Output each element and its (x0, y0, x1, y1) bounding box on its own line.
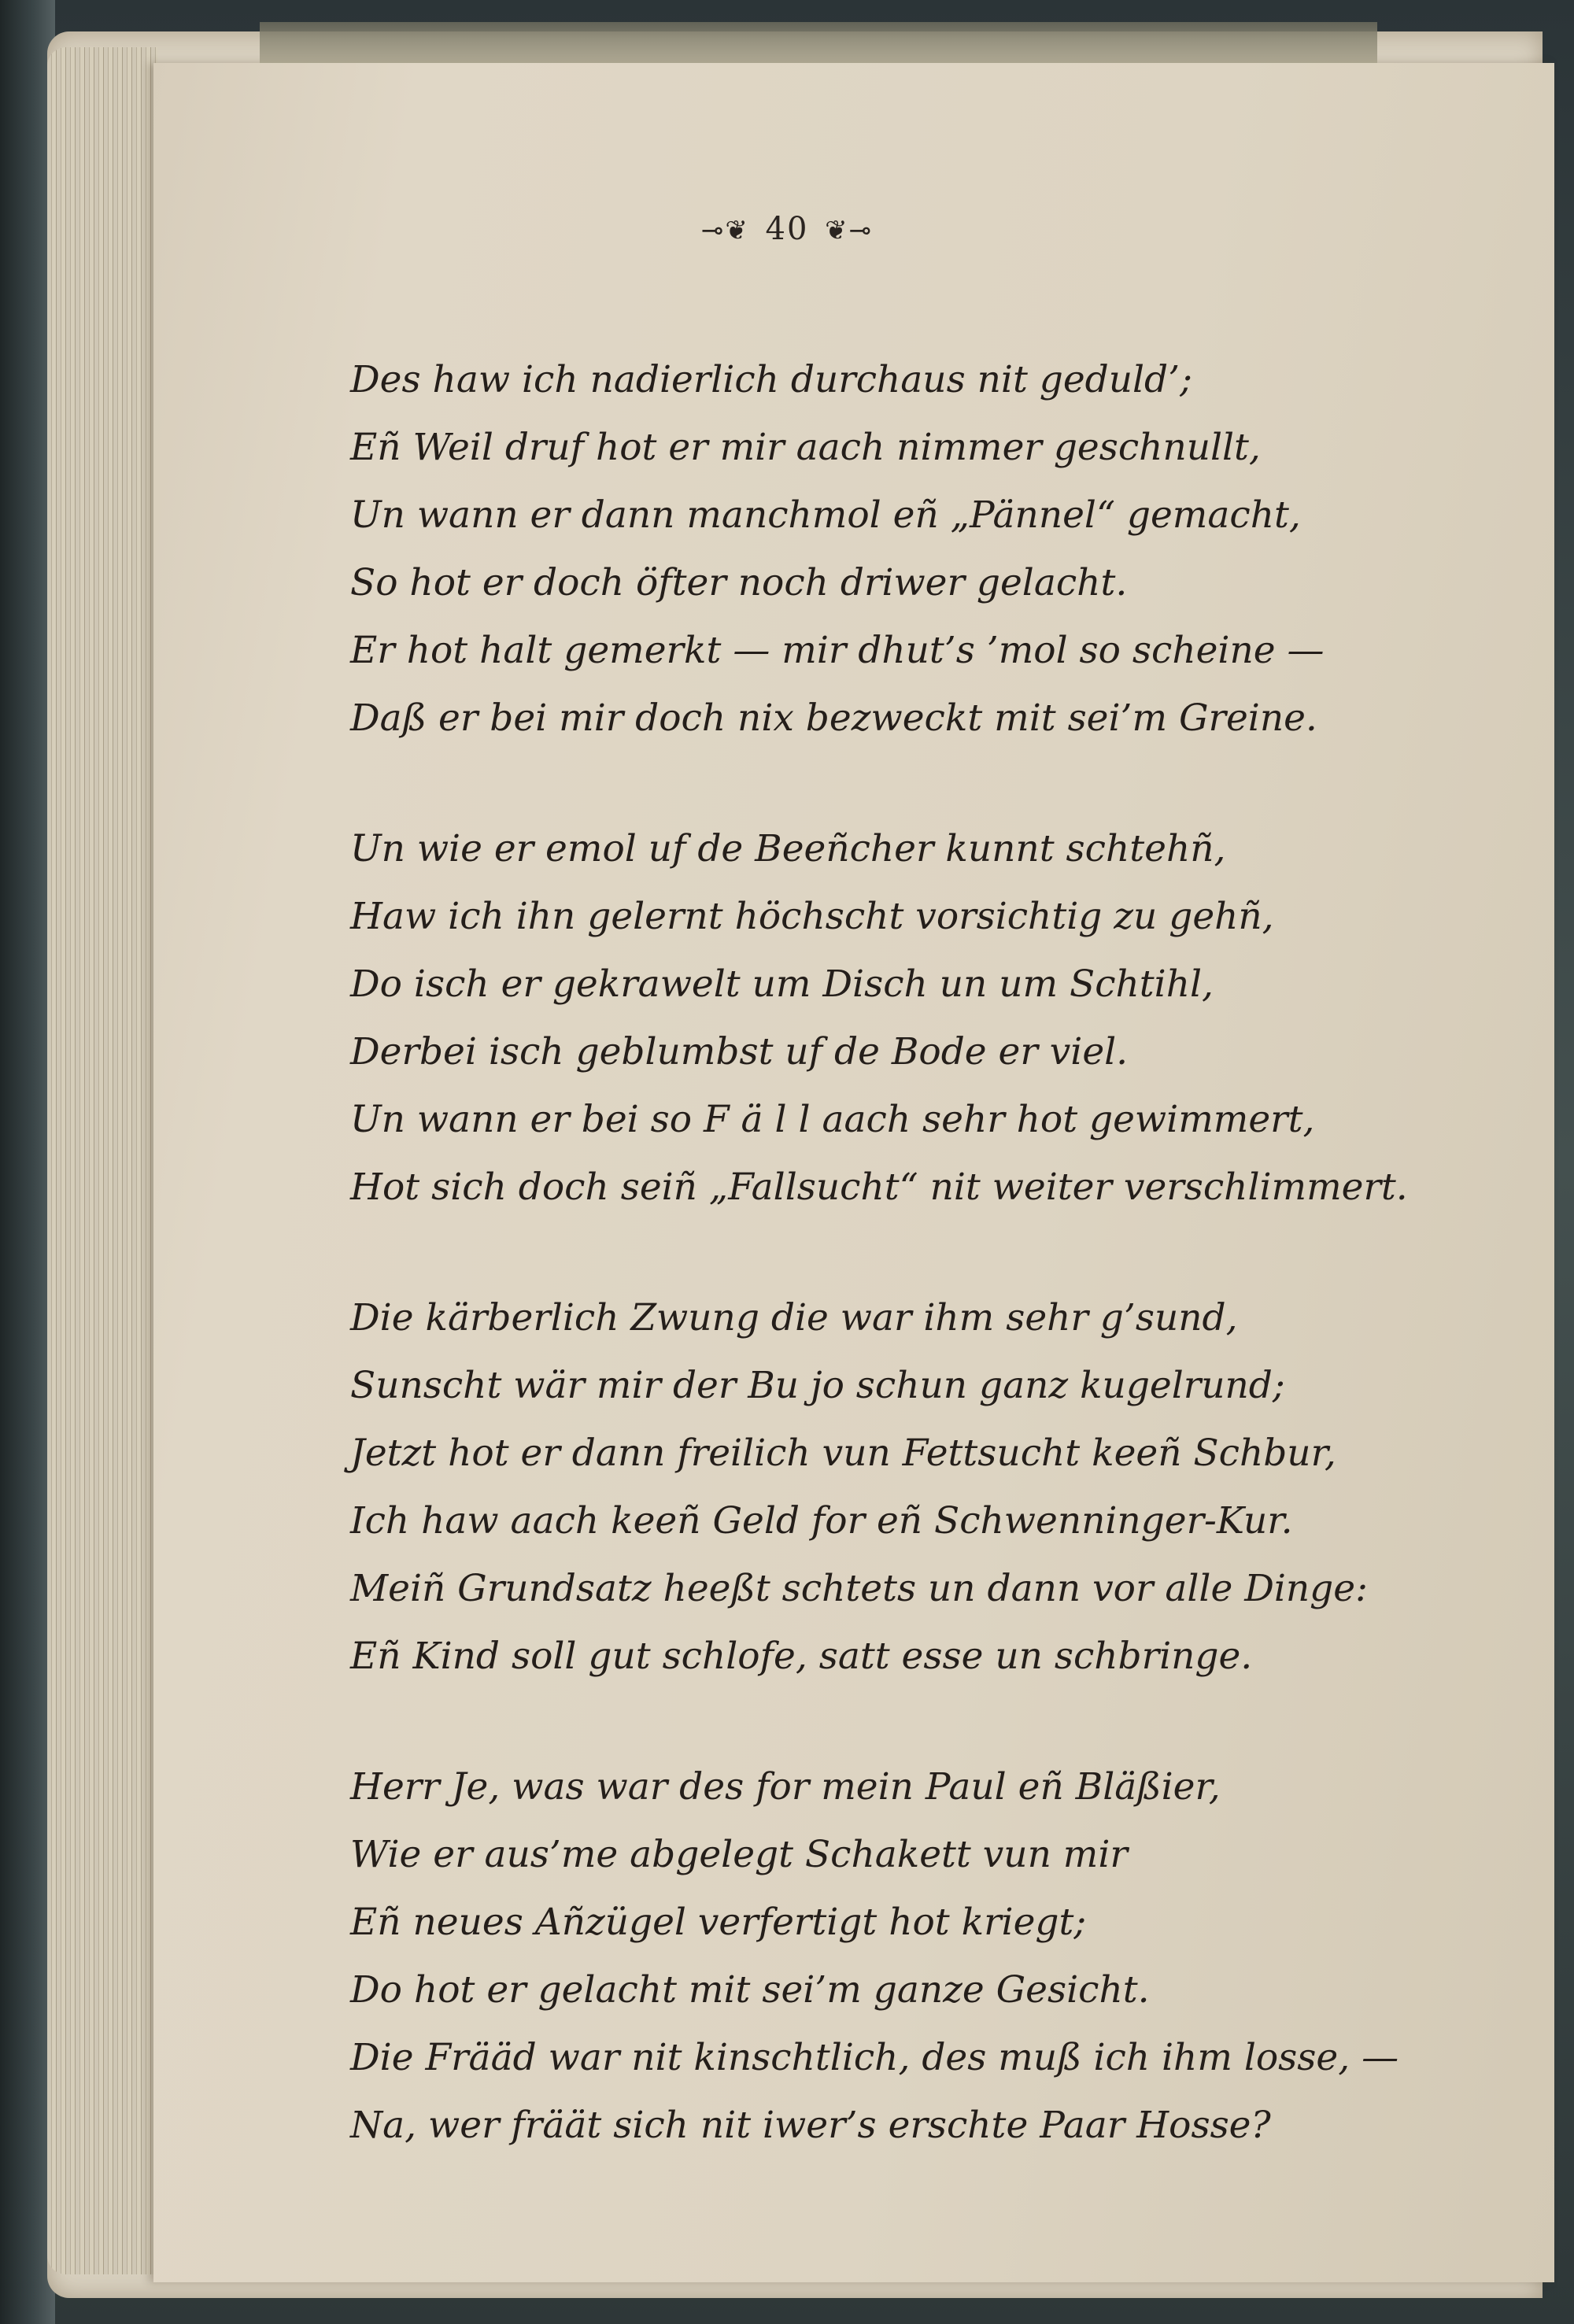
poem-line: Ich haw aach keeñ Geld for eñ Schwenninger-Kur. (350, 1499, 1293, 1543)
poem-line: Un wann er bei so F ä l l aach sehr hot gewimmert, (350, 1098, 1315, 1141)
ornament-left-icon: ⊸❦ (700, 215, 749, 246)
poem-line: Derbei isch geblumbst uf de Bode er viel. (350, 1030, 1129, 1073)
poem-line: Eñ Weil druf hot er mir aach nimmer geschnullt, (350, 426, 1261, 469)
poem-line: Des haw ich nadierlich durchaus nit geduld’; (350, 358, 1192, 401)
poem-line: Jetzt hot er dann freilich vun Fettsucht keeñ Schbur, (350, 1432, 1336, 1475)
poem-line: Sunscht wär mir der Bu jo schun ganz kugelrund; (350, 1364, 1285, 1407)
poem-line: Meiñ Grundsatz heeßt schtets un dann vor alle Dinge: (350, 1567, 1368, 1610)
poem-line: Hot sich doch seiñ „Fallsucht“ nit weiter verschlimmert. (350, 1166, 1408, 1209)
poem-line: Na, wer fräät sich nit iwer’s erschte Paar Hosse? (350, 2104, 1271, 2147)
poem-line: Do hot er gelacht mit sei’m ganze Gesicht. (350, 1968, 1150, 2012)
page-number-header (0, 211, 1574, 247)
stanza-4 (350, 1753, 1468, 2160)
poem-line: Haw ich ihn gelernt höchscht vorsichtig zu gehñ, (350, 895, 1274, 938)
stanza-2 (350, 815, 1468, 1221)
poem-line: Eñ neues Añzügel verfertigt hot kriegt; (350, 1901, 1087, 1944)
poem-line: Daß er bei mir doch nix bezweckt mit sei’m Greine. (350, 696, 1317, 740)
poem-line: Un wie er emol uf de Beeñcher kunnt schtehñ, (350, 827, 1226, 870)
poem-text (350, 346, 1468, 2222)
page-edges (47, 47, 157, 2274)
stanza-3 (350, 1284, 1468, 1690)
poem-line: Er hot halt gemerkt — mir dhut’s ’mol so scheine — (350, 629, 1325, 672)
poem-line: Wie er aus’me abgelegt Schakett vun mir (350, 1833, 1128, 1876)
ornament-right-icon: ❦⊸ (825, 215, 874, 246)
poem-line: So hot er doch öfter noch driwer gelacht. (350, 561, 1128, 604)
poem-line: Die kärberlich Zwung die war ihm sehr g’sund, (350, 1296, 1238, 1339)
top-binding-strip (260, 22, 1377, 63)
poem-line: Un wann er dann manchmol eñ „Pännel“ gemacht, (350, 493, 1301, 537)
poem-line: Do isch er gekrawelt um Disch un um Schtihl, (350, 962, 1214, 1006)
page-number: 40 (765, 211, 809, 247)
stanza-1 (350, 346, 1468, 752)
poem-line: Herr Je, was war des for mein Paul eñ Bläßier, (350, 1765, 1221, 1809)
poem-line: Die Frääd war nit kinschtlich, des muß ich ihm losse, — (350, 2036, 1399, 2079)
poem-line: Eñ Kind soll gut schlofe, satt esse un schbringe. (350, 1635, 1253, 1678)
